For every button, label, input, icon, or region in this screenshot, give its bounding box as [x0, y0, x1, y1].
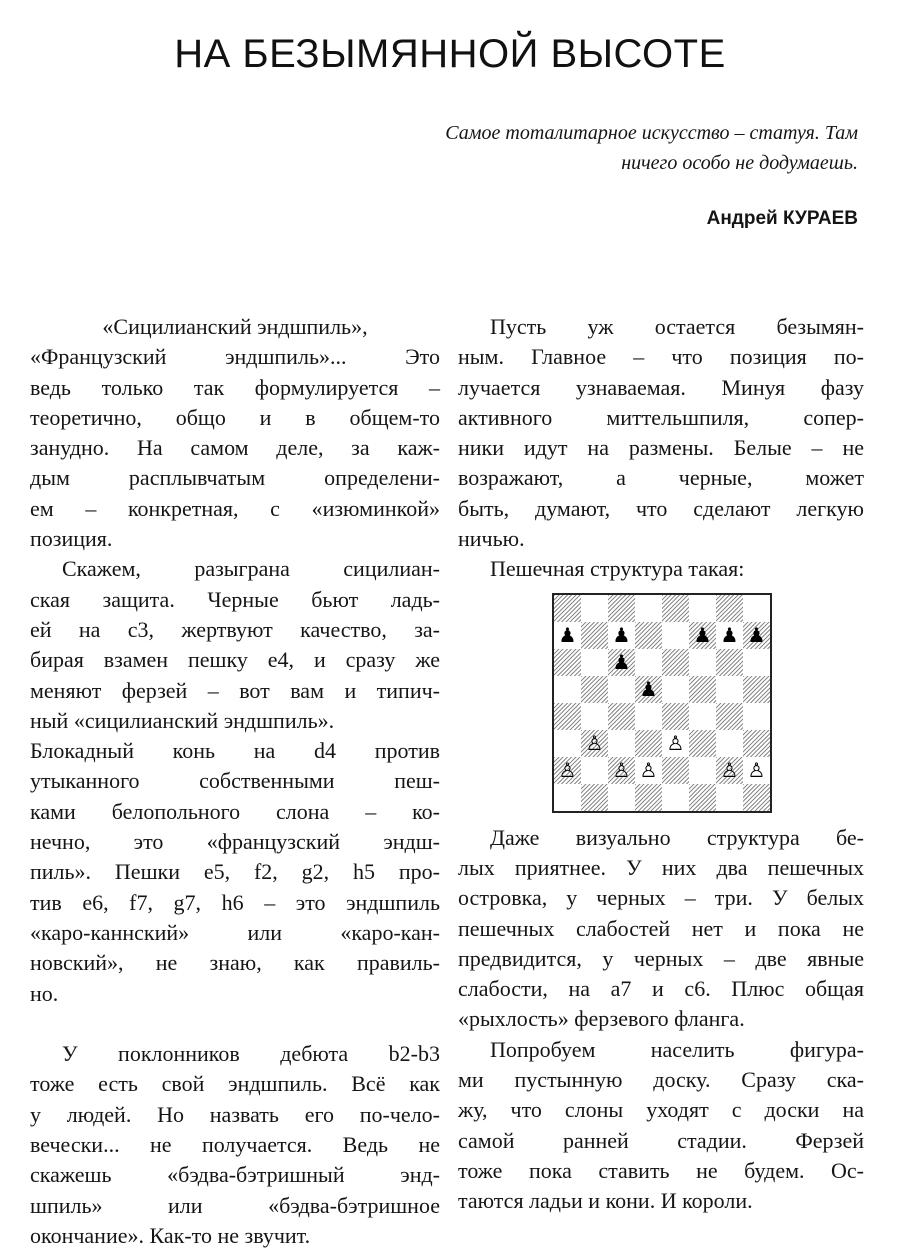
board-square [635, 649, 662, 676]
board-square [608, 676, 635, 703]
white-pawn-icon: ♙ [666, 730, 685, 755]
board-square [716, 676, 743, 703]
text-line: предвидится, у черных – две явные [458, 945, 864, 971]
board-square [716, 649, 743, 676]
board-square [608, 784, 635, 811]
text-line: утыканного собственными пеш- [30, 768, 440, 794]
text-line: тоже пока ставить не будем. Ос- [458, 1157, 864, 1183]
board-square [689, 649, 716, 676]
text-line: возражают, а черные, может [458, 465, 864, 491]
black-pawn-icon: ♟ [747, 622, 766, 647]
text-line: лучается узнаваемая. Минуя фазу [458, 374, 864, 400]
board-square [635, 730, 662, 757]
text-line: меняют ферзей – вот вам и типич- [30, 677, 440, 703]
text-line: ники идут на размены. Белые – не [458, 435, 864, 461]
board-square [662, 757, 689, 784]
board-square [581, 649, 608, 676]
text-line: скажешь «бэдва-бэтришный энд- [30, 1162, 440, 1188]
board-square [662, 703, 689, 730]
text-line: ками белопольного слона – ко- [30, 798, 440, 824]
board-square [635, 622, 662, 649]
text-line: У поклонников дебюта b2-b3 [62, 1041, 440, 1067]
board-square [743, 676, 770, 703]
epigraph-line: Самое тоталитарное искусство – статуя. Там [445, 122, 858, 144]
text-line [30, 1009, 440, 1039]
text-line: Блокадный конь на d4 против [30, 738, 440, 764]
text-line: ми пустынную доску. Сразу ска- [458, 1067, 864, 1093]
white-pawn-icon: ♙ [747, 757, 766, 782]
board-square [662, 595, 689, 622]
board-square [554, 676, 581, 703]
board-square [743, 595, 770, 622]
white-pawn-icon: ♙ [558, 757, 577, 782]
text-line: вечески... не получается. Ведь не [30, 1132, 440, 1158]
board-square [689, 595, 716, 622]
text-line: но. [30, 980, 59, 1006]
text-line: островка, у черных – три. У белых [458, 885, 864, 911]
board-square [689, 703, 716, 730]
white-pawn-icon: ♙ [585, 730, 604, 755]
board-square [554, 595, 581, 622]
board-square [554, 703, 581, 730]
text-line: тив e6, f7, g7, h6 – это эндшпиль [30, 889, 440, 915]
text-line: бирая взамен пешку e4, и сразу же [30, 647, 440, 673]
chess-diagram [552, 593, 772, 813]
board-square [608, 595, 635, 622]
board-square [554, 784, 581, 811]
text-line: ей на c3, жертвуют качество, за- [30, 616, 440, 642]
board-square [581, 784, 608, 811]
text-line: «рыхлость» ферзевого фланга. [458, 1006, 745, 1032]
black-pawn-icon: ♟ [720, 622, 739, 647]
text-line: «Сицилианский эндшпиль», [102, 314, 368, 339]
board-square [581, 595, 608, 622]
text-line: ничью. [458, 526, 525, 552]
board-square [689, 784, 716, 811]
text-line: ный «сицилианский эндшпиль». [30, 707, 335, 733]
text-line: быть, думают, что сделают легкую [458, 495, 864, 521]
board-square [689, 676, 716, 703]
board-square [716, 730, 743, 757]
black-pawn-icon: ♟ [639, 676, 658, 701]
board-square [608, 730, 635, 757]
text-line: ведь только так формулируется – [30, 374, 440, 400]
text-line: жу, что слоны уходят с доски на [458, 1097, 864, 1123]
text-line: пешечных слабостей нет и пока не [458, 915, 864, 941]
text-line: пиль». Пешки e5, f2, g2, h5 про- [30, 859, 440, 885]
board-square [743, 784, 770, 811]
text-line: Пусть уж остается безымян- [490, 314, 864, 339]
white-pawn-icon: ♙ [639, 757, 658, 782]
board-square [635, 703, 662, 730]
board-square [716, 595, 743, 622]
board-square [581, 622, 608, 649]
text-line: «каро-каннский» или «каро-кан- [30, 919, 440, 945]
epigraph [298, 118, 858, 178]
text-line: Даже визуально структура бе- [490, 824, 864, 850]
board-square [743, 649, 770, 676]
text-line: ем – конкретная, с «изюминкой» [30, 495, 440, 521]
board-square [581, 703, 608, 730]
pawn-structure-diagram-area [458, 585, 864, 823]
text-line: дым расплывчатым определени- [30, 465, 440, 491]
board-square [743, 703, 770, 730]
text-line: слабости, на a7 и c6. Плюс общая [458, 976, 864, 1002]
text-line: таются ладьи и кони. И короли. [458, 1188, 753, 1214]
text-line: лых приятнее. У них два пешечных [458, 854, 864, 880]
text-line: «Французский эндшпиль»... Это [30, 344, 440, 370]
chapter-title: НА БЕЗЫМЯННОЙ ВЫСОТЕ [174, 32, 726, 76]
left-column [30, 312, 440, 1251]
right-column-top [458, 312, 864, 585]
board-square [581, 757, 608, 784]
right-column [458, 312, 864, 1217]
text-line: самой ранней стадии. Ферзей [458, 1127, 864, 1153]
text-line: нечно, это «французский эндш- [30, 829, 440, 855]
text-line: шпиль» или «бэдва-бэтришное [30, 1192, 440, 1218]
text-line: новский», не знаю, как правиль- [30, 950, 440, 976]
text-line: Пешечная структура такая: [490, 556, 745, 582]
board-square [662, 784, 689, 811]
board-square [581, 676, 608, 703]
right-column-bottom [458, 823, 864, 1217]
text-line: Попробуем населить фигура- [490, 1036, 864, 1062]
board-square [635, 784, 662, 811]
black-pawn-icon: ♟ [612, 649, 631, 674]
board-square [716, 703, 743, 730]
text-line: у людей. Но назвать его по-чело- [30, 1101, 440, 1127]
text-line: окончание». Как-то не звучит. [30, 1222, 311, 1248]
board-square [554, 649, 581, 676]
board-square [608, 703, 635, 730]
black-pawn-icon: ♟ [612, 622, 631, 647]
board-square [716, 784, 743, 811]
board-square [689, 757, 716, 784]
board-square [689, 730, 716, 757]
text-line: позиция. [30, 526, 113, 552]
board-square [743, 730, 770, 757]
text-line: тоже есть свой эндшпиль. Всё как [30, 1071, 440, 1097]
board-square [554, 730, 581, 757]
black-pawn-icon: ♟ [558, 622, 577, 647]
board-square [662, 622, 689, 649]
white-pawn-icon: ♙ [720, 757, 739, 782]
text-line: активного миттельшпиля, сопер- [458, 404, 864, 430]
text-line: теоретично, общо и в общем-то [30, 404, 440, 430]
board-square [662, 649, 689, 676]
text-line: занудно. На самом деле, за каж- [30, 435, 440, 461]
black-pawn-icon: ♟ [693, 622, 712, 647]
text-line: ным. Главное – что позиция по- [458, 344, 864, 370]
epigraph-author: Андрей КУРАЕВ [706, 208, 858, 229]
text-line: ская защита. Черные бьют ладь- [30, 586, 440, 612]
epigraph-line: ничего особо не додумаешь. [621, 152, 858, 174]
text-line: Скажем, разыграна сицилиан- [62, 556, 440, 582]
white-pawn-icon: ♙ [612, 757, 631, 782]
board-square [662, 676, 689, 703]
board-square [635, 595, 662, 622]
